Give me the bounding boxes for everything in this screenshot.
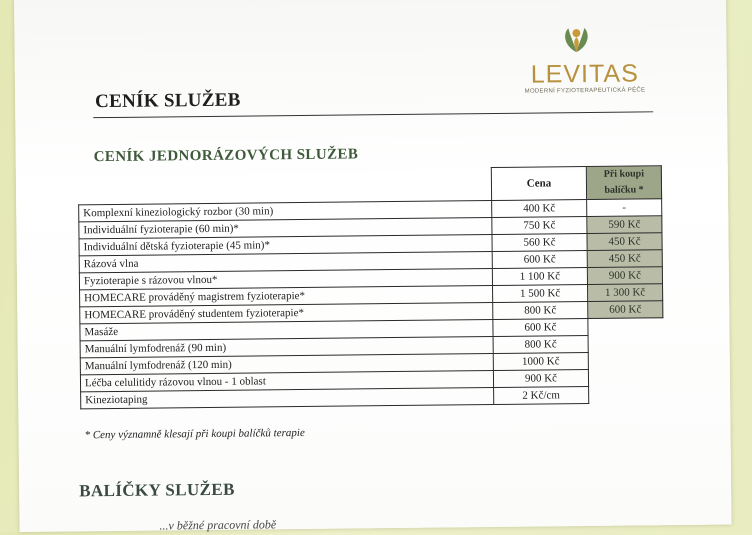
header-package-price: Při koupi balíčku * <box>586 166 661 200</box>
section-title-packages: BALÍČKY SLUŽEB <box>79 479 235 501</box>
empty-cell <box>589 386 664 404</box>
service-package-price: 590 Kč <box>587 216 662 234</box>
empty-cell <box>588 352 663 370</box>
service-price: 750 Kč <box>492 217 587 235</box>
service-price: 800 Kč <box>493 302 588 320</box>
service-name: HOMECARE prováděný magistrem fyzioterapie* <box>80 286 493 307</box>
partial-text: ...v běžné pracovní době <box>159 517 277 533</box>
service-price: 900 Kč <box>493 370 588 388</box>
price-table <box>78 165 664 409</box>
service-price: 560 Kč <box>492 234 587 252</box>
service-name: Individuální dětská fyzioterapie (45 min)* <box>79 235 492 256</box>
price-list-sheet <box>14 0 732 532</box>
service-price: 600 Kč <box>492 251 587 269</box>
service-name: Manuální lymfodrenáž (120 min) <box>80 354 493 375</box>
empty-cell <box>588 369 663 387</box>
service-price: 600 Kč <box>493 319 588 337</box>
service-name: Rázová vlna <box>79 252 492 273</box>
service-name: Komplexní kineziologický rozbor (30 min) <box>79 201 492 222</box>
levitas-logo-icon <box>556 22 596 62</box>
service-name: Masáže <box>80 320 493 341</box>
service-package-price: - <box>587 199 662 217</box>
service-name: Manuální lymfodrenáž (90 min) <box>80 337 493 358</box>
service-package-price: 900 Kč <box>587 267 662 285</box>
service-name: Individuální fyzioterapie (60 min)* <box>79 218 492 239</box>
header-empty-cell <box>78 168 491 205</box>
service-name: HOMECARE prováděný studentem fyzioterapie* <box>80 303 493 324</box>
service-name: Léčba celulitidy rázovou vlnou - 1 oblast <box>80 371 493 392</box>
service-price: 1000 Kč <box>493 353 588 371</box>
page-title: CENÍK SLUŽEB <box>94 89 241 113</box>
service-package-price: 1 300 Kč <box>588 284 663 302</box>
footnote: * Ceny významně klesají při koupi balíčků terapie <box>84 426 305 442</box>
header-price: Cena <box>491 167 586 201</box>
service-price: 400 Kč <box>492 200 587 218</box>
logo-tagline: MODERNÍ FYZIOTERAPEUTICKÁ PÉČE <box>524 87 646 95</box>
service-price: 2 Kč/cm <box>494 387 589 405</box>
service-name: Kineziotaping <box>81 387 494 408</box>
service-price: 1 500 Kč <box>493 285 588 303</box>
service-price: 800 Kč <box>493 336 588 354</box>
empty-cell <box>588 335 663 353</box>
title-divider <box>93 111 653 118</box>
service-package-price: 600 Kč <box>588 301 663 319</box>
service-name: Fyzioterapie s rázovou vlnou* <box>79 269 492 290</box>
service-price: 1 100 Kč <box>492 268 587 286</box>
section-title: CENÍK JEDNORÁZOVÝCH SLUŽEB <box>93 146 359 166</box>
logo-wordmark: LEVITAS <box>530 59 639 89</box>
service-package-price: 450 Kč <box>587 250 662 268</box>
service-package-price: 450 Kč <box>587 233 662 251</box>
empty-cell <box>588 318 663 336</box>
